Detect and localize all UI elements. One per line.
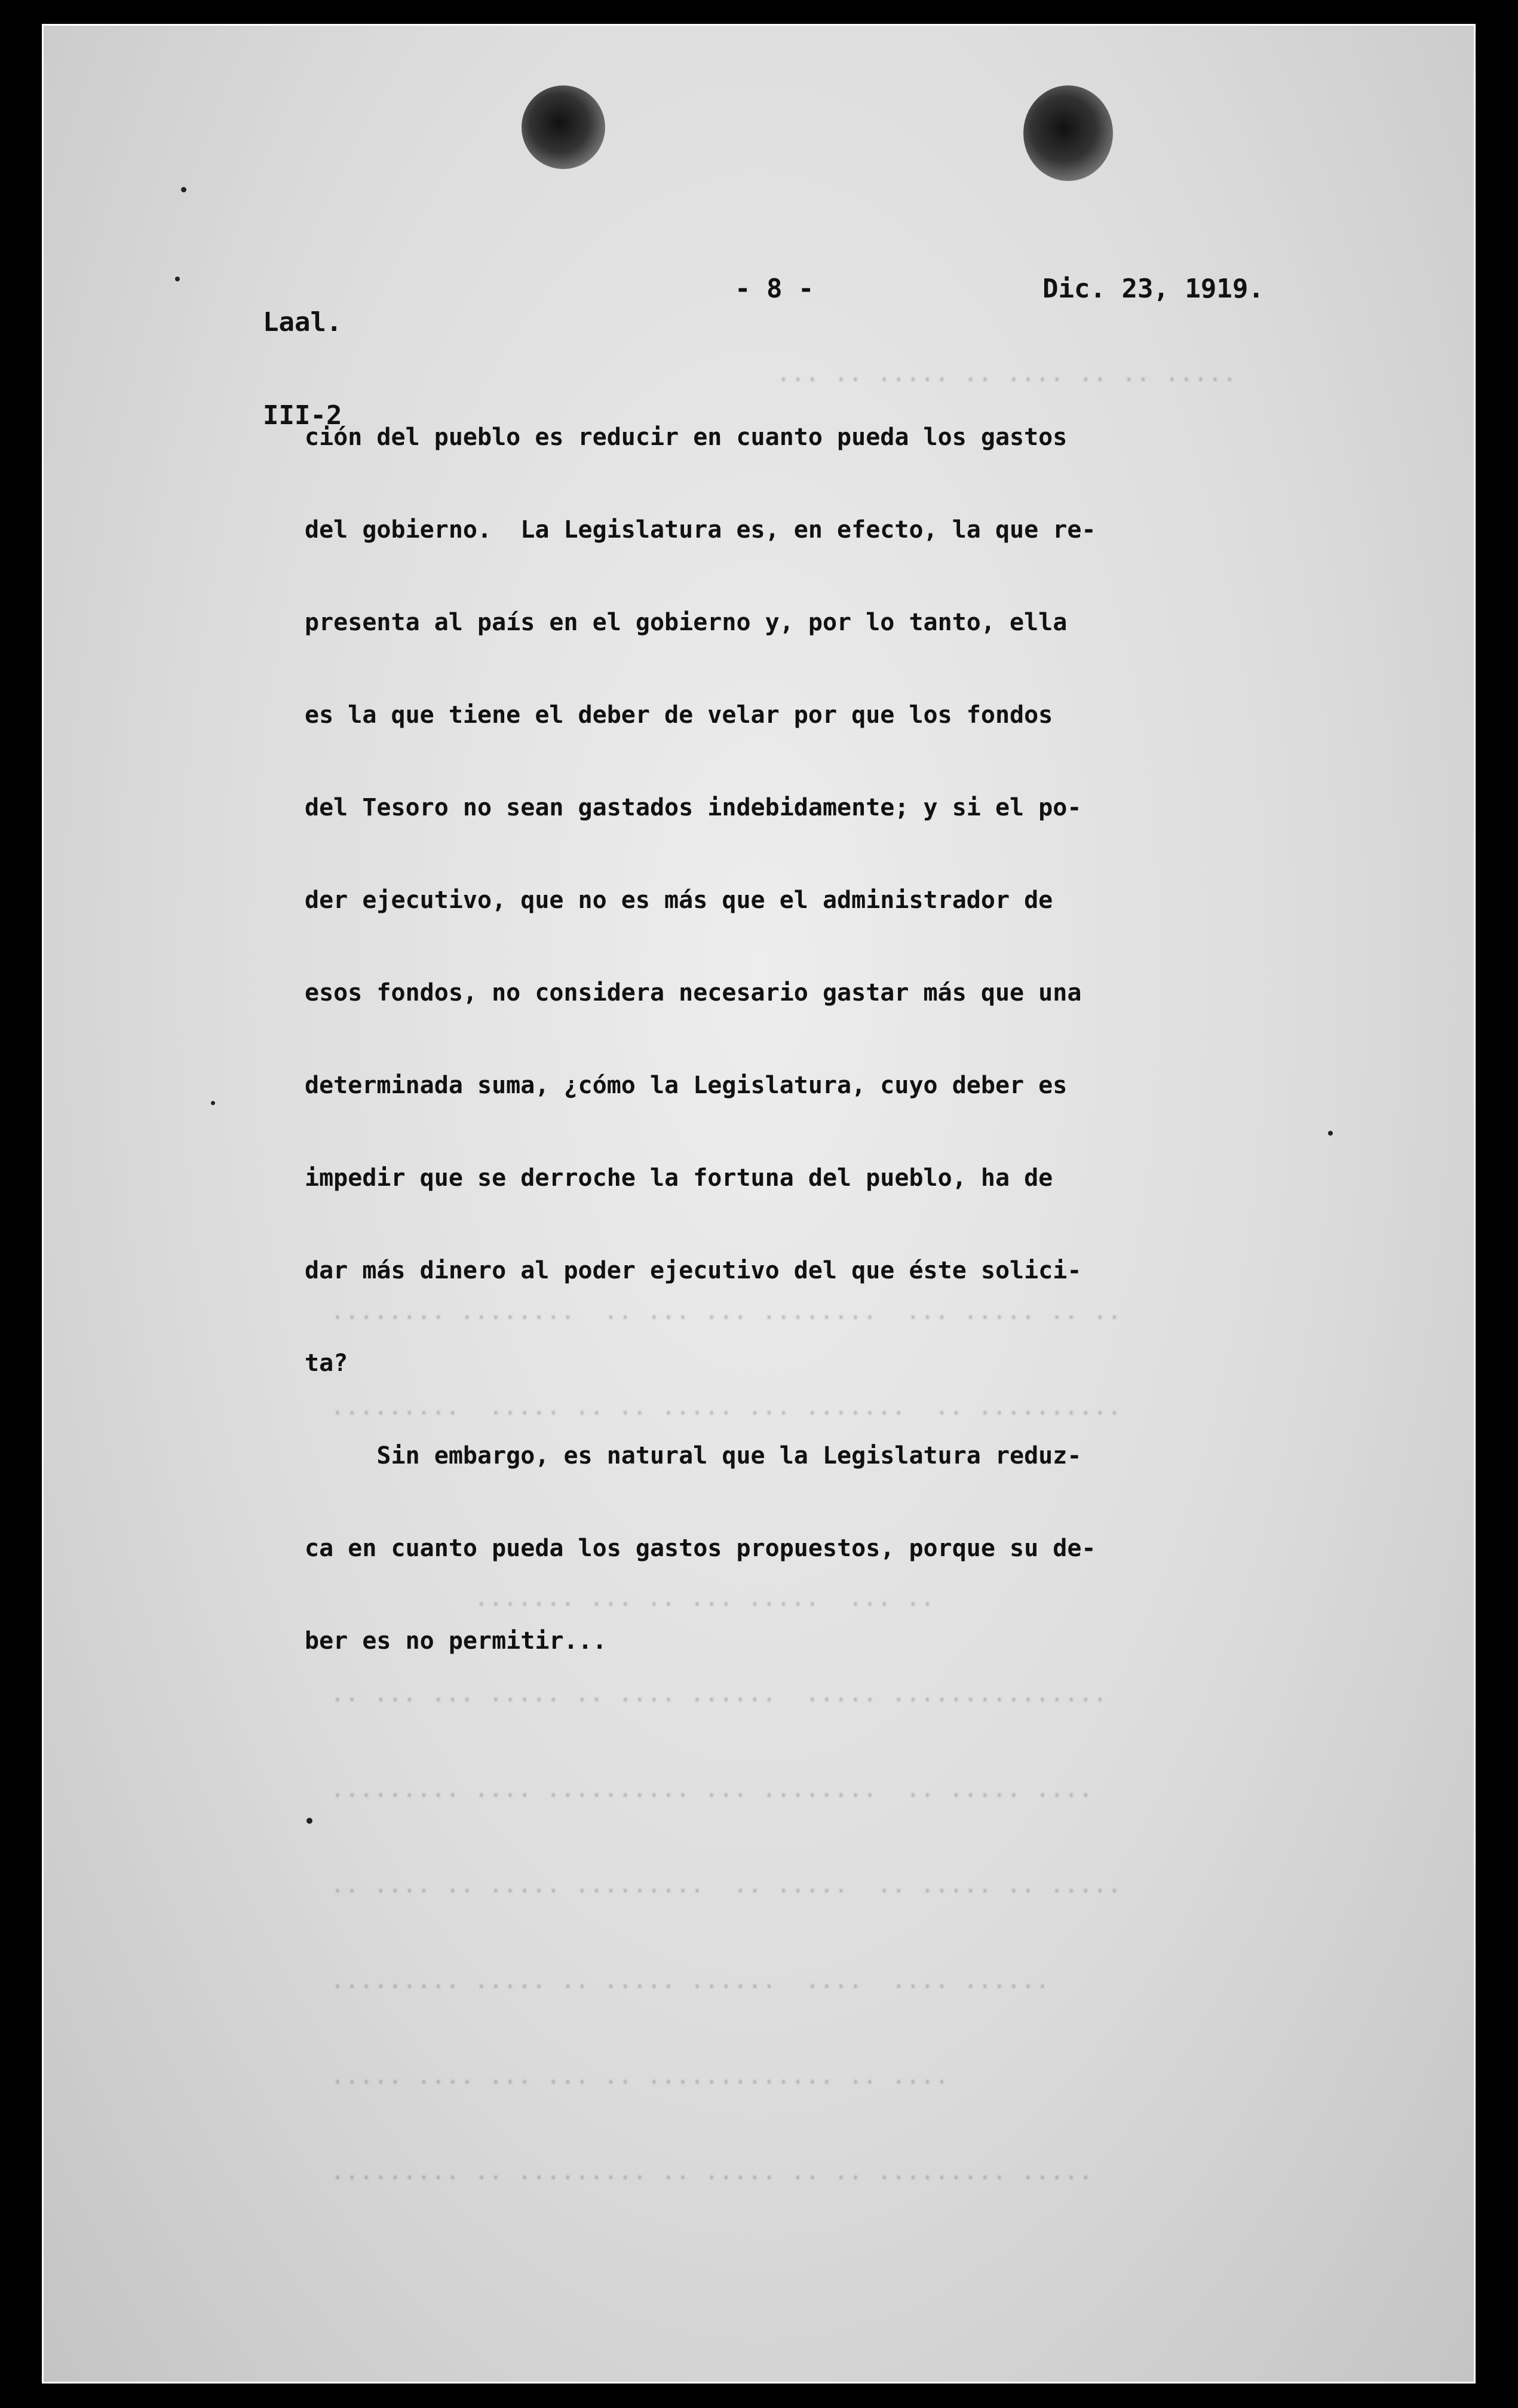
- bleed-through: ··· ·· ····· ·· ···· ·· ·· ·····: [330, 366, 1237, 394]
- text-line: ción del pueblo es reducir en cuanto pueda los gastos: [305, 424, 1068, 451]
- text-line: ca en cuanto pueda los gastos propuestos, porque su de-: [305, 1535, 1096, 1562]
- text-line: Sin embargo, es natural que la Legislatura reduz-: [305, 1442, 1082, 1470]
- text-line: ber es no permitir...: [305, 1627, 607, 1655]
- speck: [306, 1818, 312, 1824]
- bleed-through: ········· ····· ·· ·· ····· ··· ······· ·· ··········: [330, 1400, 1122, 1427]
- text-line: esos fondos, no considera necesario gastar más que una: [305, 979, 1082, 1007]
- header-initials: Laal.: [263, 307, 342, 338]
- text-line: impedir que se derroche la fortuna del pueblo, ha de: [305, 1164, 1053, 1192]
- speck: [181, 187, 186, 192]
- bleed-through: ········· ····· ·· ····· ······ ···· ···· ······: [330, 1973, 1050, 2001]
- text-line: dar más dinero al poder ejecutivo del que éste solici-: [305, 1257, 1082, 1284]
- bleed-through: ·· ··· ··· ····· ·· ···· ······ ····· ···············: [330, 1686, 1108, 1714]
- text-line: ta?: [305, 1349, 348, 1377]
- speck: [211, 1101, 215, 1105]
- speck: [175, 277, 180, 281]
- text-line: der ejecutivo, que no es más que el administrador de: [305, 886, 1053, 914]
- text-line: es la que tiene el deber de velar por que los fondos: [305, 701, 1053, 729]
- bleed-through: ·· ···· ·· ····· ········· ·· ····· ·· ····· ·· ·····: [330, 1878, 1122, 1905]
- header-date: Dic. 23, 1919.: [1042, 274, 1264, 304]
- page-number: - 8 -: [735, 274, 814, 304]
- bleed-through: ····· ···· ··· ··· ·· ············· ·· ····: [330, 2069, 949, 2096]
- speck: [1328, 1131, 1333, 1136]
- punch-hole: [1023, 85, 1113, 181]
- bleed-through: ········ ········ ·· ··· ··· ········ ··· ····· ·· ··: [330, 1304, 1122, 1332]
- text-line: presenta al país en el gobierno y, por lo tanto, ella: [305, 609, 1068, 636]
- punch-hole: [522, 85, 605, 169]
- text-line: del Tesoro no sean gastados indebidamente; y si el po-: [305, 794, 1082, 821]
- text-line: determinada suma, ¿cómo la Legislatura, cuyo deber es: [305, 1072, 1068, 1099]
- body-text: [305, 391, 1320, 1688]
- bleed-through: ········· ·· ········· ·· ····· ·· ·· ········· ·····: [330, 2164, 1093, 2192]
- bleed-through: ······· ··· ·· ··· ····· ··· ··: [330, 1591, 935, 1618]
- bleed-through: ········· ···· ·········· ··· ········ ·· ····· ····: [330, 1782, 1093, 1809]
- text-line: del gobierno. La Legislatura es, en efecto, la que re-: [305, 516, 1096, 544]
- header-ref: III-2: [263, 400, 342, 431]
